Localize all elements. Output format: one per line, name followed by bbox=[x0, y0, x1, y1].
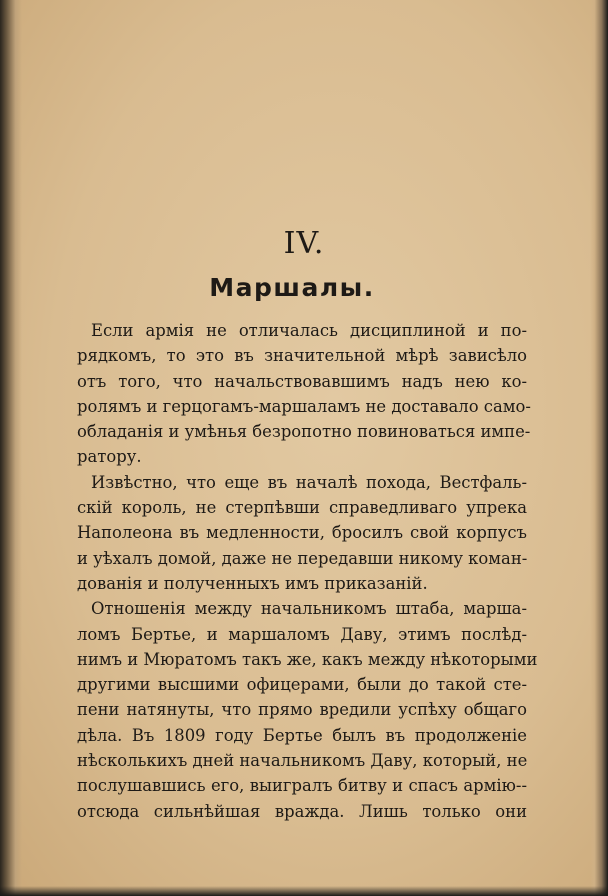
text-line: нѣсколькихъ дней начальникомъ Даву, который, не bbox=[77, 751, 528, 771]
text-line: отсюда сильнѣйшая вражда. Лишь только они bbox=[77, 801, 527, 821]
page-edge bbox=[590, 0, 608, 896]
text-line: рядкомъ, то это въ значительной мѣрѣ зависѣло bbox=[77, 346, 527, 366]
text-line: дованія и полученныхъ имъ приказаній. bbox=[77, 573, 428, 593]
text-line: послушавшись его, выигралъ битву и спасъ армію-- bbox=[77, 776, 527, 796]
text-line: ролямъ и герцогамъ-маршаламъ не доставало само- bbox=[77, 396, 531, 416]
text-line: ломъ Бертье, и маршаломъ Даву, этимъ послѣд- bbox=[77, 624, 527, 644]
text-line: и уѣхалъ домой, даже не передавши никому коман- bbox=[77, 548, 528, 568]
text-line: пени натянуты, что прямо вредили успѣху общаго bbox=[77, 700, 527, 720]
page-edge-bottom bbox=[0, 886, 608, 896]
text-line: другими высшими офицерами, были до такой сте- bbox=[77, 675, 527, 695]
text-line: Извѣстно, что еще въ началѣ похода, Вестфаль- bbox=[91, 472, 527, 492]
text-line: Наполеона въ медленности, бросилъ свой корпусъ bbox=[77, 523, 527, 543]
body-text bbox=[77, 318, 538, 824]
text-line: отъ того, что начальствовавшимъ надъ нею ко- bbox=[77, 371, 527, 391]
text-line: обладанія и умѣнья безропотно повиноваться импе- bbox=[77, 422, 531, 442]
text-line: дѣла. Въ 1809 году Бертье былъ въ продолженіе bbox=[77, 725, 527, 745]
chapter-title: Маршалы. bbox=[209, 273, 375, 302]
text-line: Отношенія между начальникомъ штаба, марша- bbox=[91, 599, 527, 619]
page-gutter bbox=[0, 0, 22, 896]
text-line: ратору. bbox=[77, 447, 142, 467]
text-line: скій король, не стерпѣвши справедливаго упрека bbox=[77, 498, 527, 518]
chapter-number: IV. bbox=[283, 226, 325, 261]
text-line: нимъ и Мюратомъ такъ же, какъ между нѣкоторыми bbox=[77, 649, 538, 669]
text-line: Если армія не отличалась дисциплиной и по- bbox=[91, 321, 527, 340]
